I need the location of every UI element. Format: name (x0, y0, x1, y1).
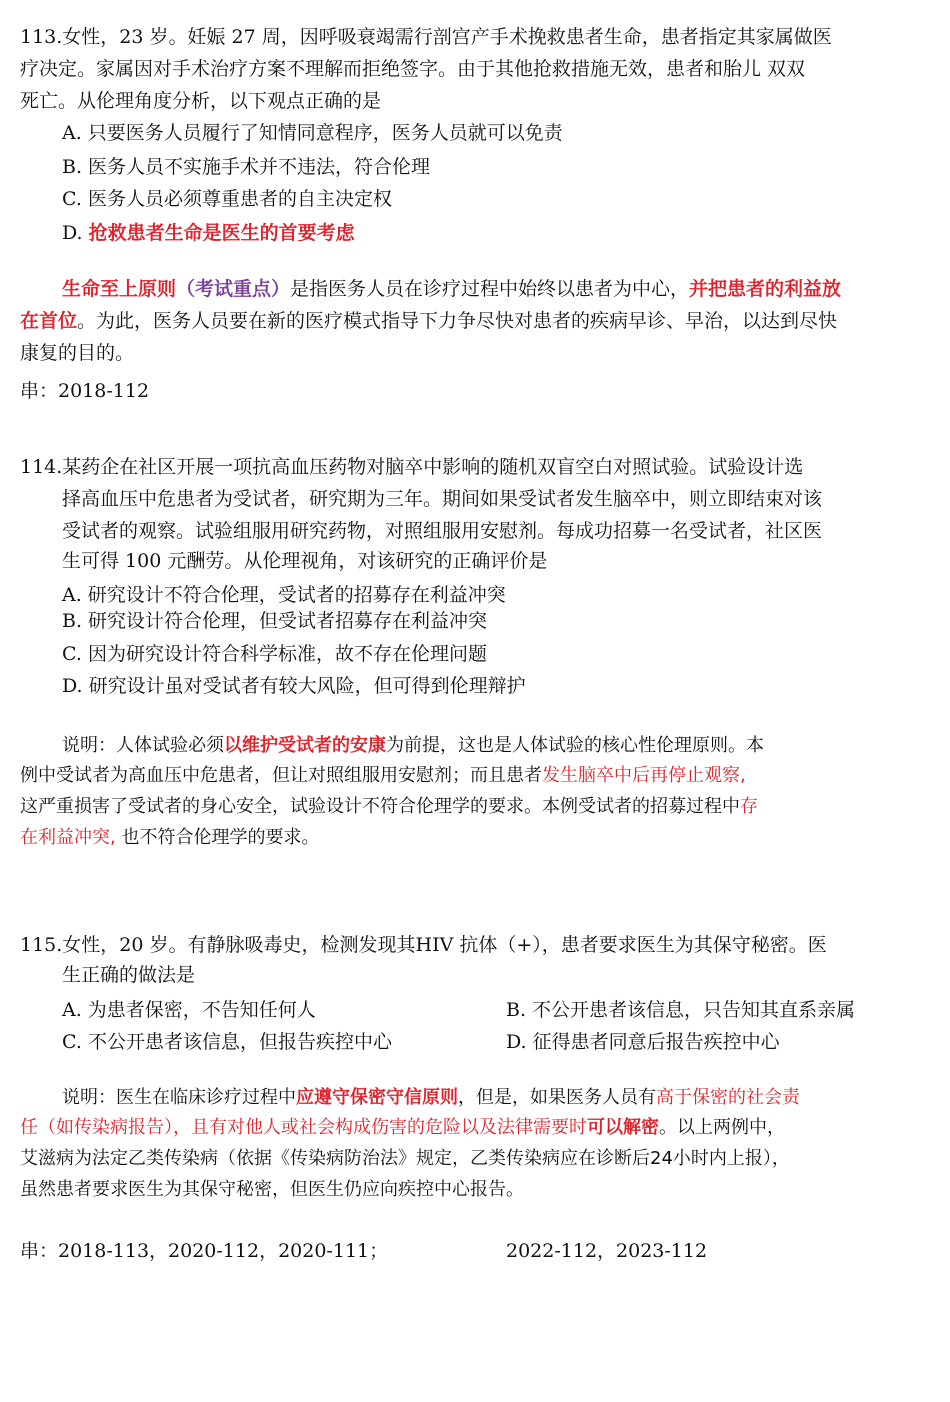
q114-explanation-highlight-4: 在利益冲突, (20, 827, 116, 848)
q114-explanation-highlight-1: 以维护受试者的安康 (224, 735, 386, 756)
q115-explanation-highlight-1b: 高于保密的社会责 (656, 1087, 800, 1108)
q114-explanation-text-4: 也不符合伦理学的要求。 (115, 827, 320, 848)
q115-stem-line-2: 生正确的做法是 (62, 964, 196, 986)
q114-explanation-text-1b: 为前提，这也是人体试验的核心性伦理原则。本 (386, 735, 764, 756)
q113-stem-line-3: 死亡。从伦理角度分析，以下观点正确的是 (20, 90, 382, 112)
q114-explanation-highlight-2: 发生脑卒中后再停止观察, (542, 765, 746, 786)
q113-explanation-text-1: 是指医务人员在诊疗过程中始终以患者为中心， (290, 278, 690, 300)
q115-option-c: C. 不公开患者该信息，但报告疾控中心 (62, 1031, 392, 1053)
q113-stem-line-2: 疗决定。家属因对手术治疗方案不理解而拒绝签字。由于其他抢救措施无效，患者和胎儿 双双 (20, 58, 806, 80)
q115-explanation-line-4: 虽然患者要求医生为其保守秘密，但医生仍应向疾控中心报告。 (20, 1179, 524, 1200)
q115-explanation-text-1: 说明：医生在临床诊疗过程中 (62, 1087, 296, 1108)
q114-explanation-highlight-3: 存 (740, 796, 758, 817)
q113-explanation-line-1 (62, 280, 841, 299)
q113-principle: 生命至上原则 (62, 278, 177, 300)
q114-stem-line-1: 114.某药企在社区开展一项抗高血压药物对脑卒中影响的随机双盲空白对照试验。试验设计选 (20, 456, 804, 478)
q114-stem-line-2: 择高血压中危患者为受试者，研究期为三年。期间如果受试者发生脑卒中，则立即结束对该 (62, 488, 823, 510)
q113-explanation-line-3: 康复的目的。 (20, 342, 135, 364)
q115-option-d: D. 征得患者同意后报告疾控中心 (506, 1031, 780, 1053)
q114-explanation-line-3 (20, 798, 758, 816)
q113-explanation-highlight-2: 在首位 (20, 310, 78, 332)
q113-correct-answer: 抢救患者生命是医生的首要考虑 (88, 222, 355, 244)
q115-explanation-highlight-2: 任（如传染病报告），且有对他人或社会构成伤害的危险以及法律需要时 (20, 1117, 587, 1138)
q114-explanation-text-2: 例中受试者为高血压中危患者，但让对照组服用安慰剂；而且患者 (20, 765, 542, 786)
q113-explanation-highlight-1: 并把患者的利益放 (689, 278, 842, 300)
q114-stem-line-3: 受试者的观察。试验组服用研究药物，对照组服用安慰剂。每成功招募一名受试者，社区医 (62, 520, 823, 542)
q115-explanation-highlight-1: 应遵守保密守信原则 (296, 1087, 458, 1108)
q115-explanation-line-3: 艾滋病为法定乙类传染病（依据《传染病防治法》规定，乙类传染病应在诊断后24小时内上报）， (20, 1148, 790, 1169)
q115-explanation-line-2 (20, 1119, 785, 1137)
q115-explanation-highlight-2b: 可以解密 (587, 1117, 659, 1138)
q114-explanation-text-1: 说明：人体试验必须 (62, 735, 224, 756)
q114-explanation-line-1 (62, 737, 764, 755)
q115-option-a: A. 为患者保密，不告知任何人 (62, 999, 316, 1021)
q113-option-d-label: D. (62, 222, 89, 244)
q113-option-a: A. 只要医务人员履行了知情同意程序，医务人员就可以免责 (62, 122, 563, 144)
q115-stem-line-1: 115.女性，20 岁。有静脉吸毒史，检测发现其HIV 抗体（+），患者要求医生为其保守秘密。医 (20, 934, 827, 956)
q113-explanation-line-2 (20, 312, 837, 331)
q113-explanation-text-2: 。为此，医务人员要在新的医疗模式指导下力争尽快对患者的疾病早诊、早治，以达到尽快 (77, 310, 838, 332)
q115-explanation-text-2: 。以上两例中， (659, 1117, 785, 1138)
q115-option-b: B. 不公开患者该信息，只告知其直系亲属 (506, 999, 856, 1021)
q114-stem-line-4: 生可得 100 元酬劳。从伦理视角，对该研究的正确评价是 (62, 550, 548, 572)
q113-option-b: B. 医务人员不实施手术并不违法，符合伦理 (62, 156, 431, 178)
q113-series: 串：2018-112 (20, 380, 150, 402)
q115-series-left: 串：2018-113，2020-112，2020-111； (20, 1240, 389, 1262)
q114-explanation-text-3: 这严重损害了受试者的身心安全，试验设计不符合伦理学的要求。本例受试者的招募过程中 (20, 796, 740, 817)
q113-key-point: （考试重点） (176, 278, 291, 300)
q115-explanation-line-1 (62, 1089, 800, 1107)
q114-option-a: A. 研究设计不符合伦理，受试者的招募存在利益冲突 (62, 584, 506, 606)
q114-explanation-line-2 (20, 767, 746, 785)
q113-stem-line-1: 113.女性，23 岁。妊娠 27 周，因呼吸衰竭需行剖宫产手术挽救患者生命，患者指定其家属做医 (20, 26, 832, 48)
q115-series-right: 2022-112，2023-112 (506, 1240, 708, 1262)
q114-explanation-line-4 (20, 829, 319, 847)
q113-option-d (62, 224, 355, 243)
q114-option-b: B. 研究设计符合伦理，但受试者招募存在利益冲突 (62, 610, 488, 632)
q113-option-c: C. 医务人员必须尊重患者的自主决定权 (62, 188, 392, 210)
q114-option-d: D. 研究设计虽对受试者有较大风险，但可得到伦理辩护 (62, 675, 526, 697)
q115-explanation-text-1b: ，但是，如果医务人员有 (458, 1087, 656, 1108)
q114-option-c: C. 因为研究设计符合科学标准，故不存在伦理问题 (62, 643, 487, 665)
